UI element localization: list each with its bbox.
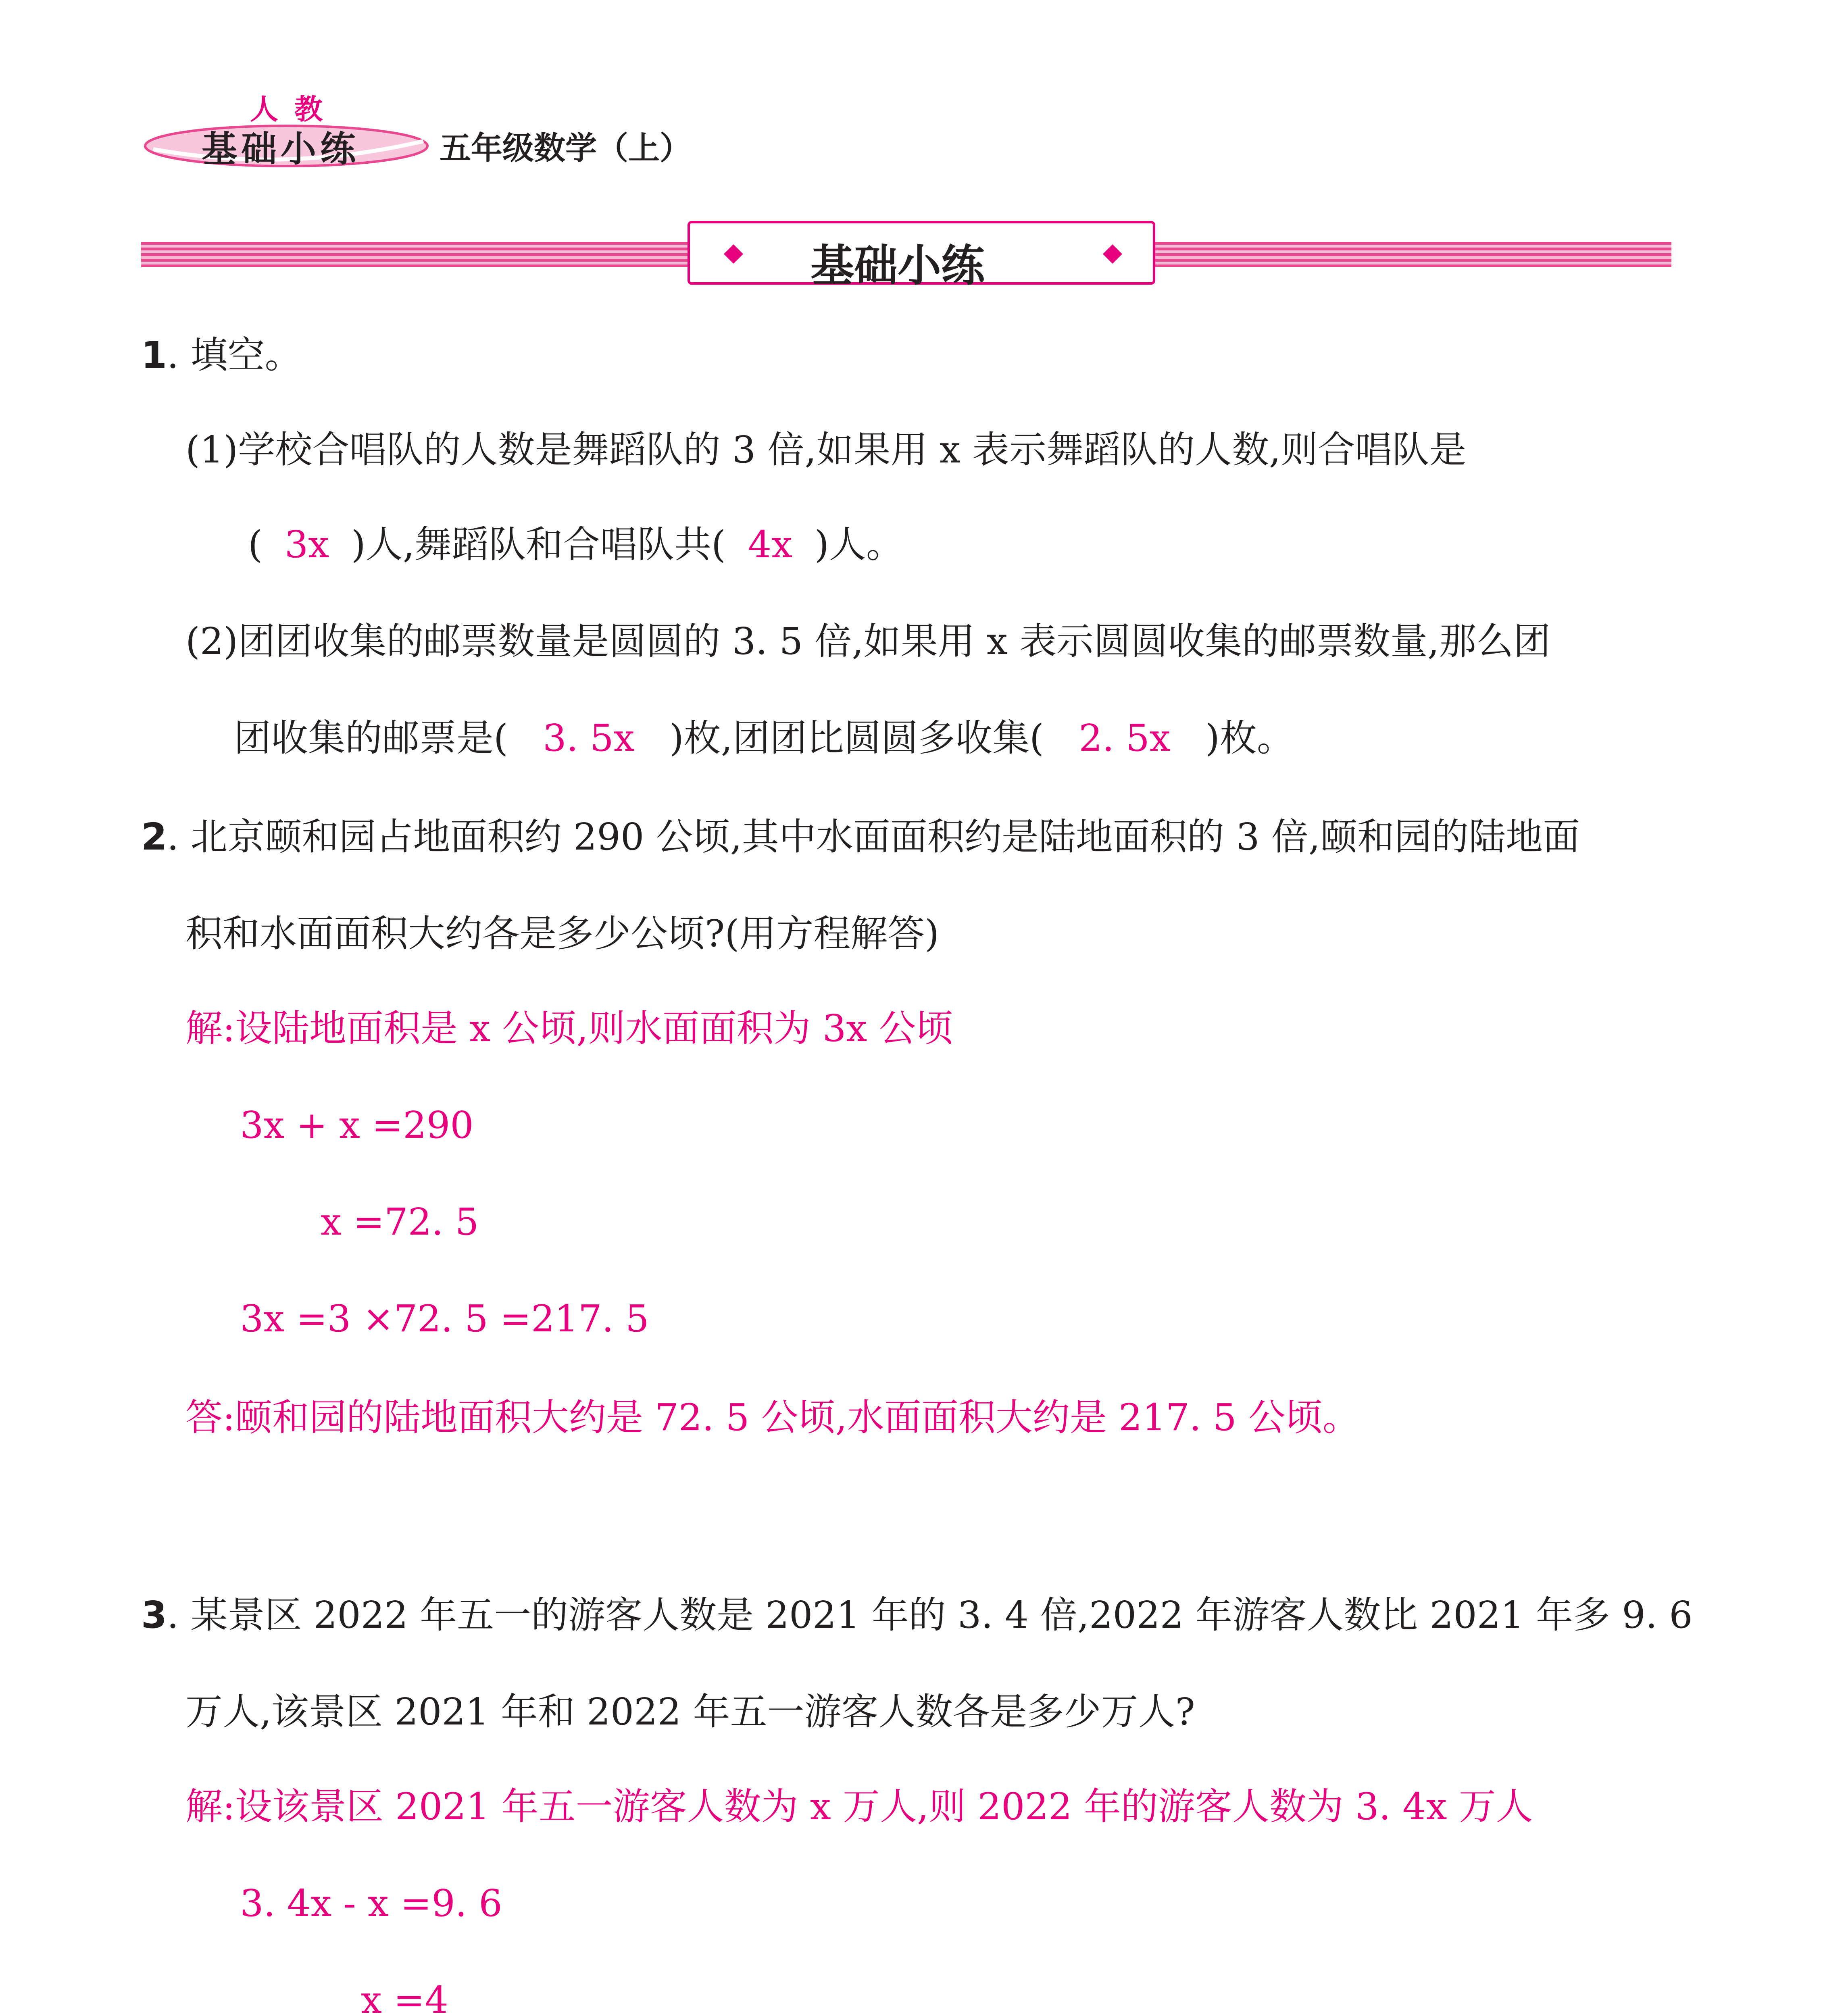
logo-publisher-text: 人教	[250, 93, 339, 126]
banner-stripe-right	[1153, 242, 1671, 267]
q2-heading-line1	[141, 815, 1580, 858]
q1-number: 1	[141, 333, 167, 377]
q3-number: 3	[141, 1593, 167, 1637]
q2-equation-2: x =72. 5	[321, 1200, 479, 1243]
q2-text-line2: 积和水面面积大约各是多少公顷?(用方程解答)	[185, 912, 940, 955]
q2-solution-intro: 解:设陆地面积是 x 公顷,则水面面积为 3x 公顷	[185, 1007, 953, 1050]
q1-part1-mid: )人,舞蹈队和合唱队共(	[351, 523, 726, 566]
q1-part1-open: (	[248, 523, 263, 566]
q1-part2-line2	[234, 716, 1294, 760]
q1-part2-close: )枚。	[1205, 716, 1294, 760]
q1-part1-answer1: 3x	[284, 523, 329, 566]
q1-part1-line1: (1)学校合唱队的人数是舞蹈队的 3 倍,如果用 x 表示舞蹈队的人数,则合唱队是	[185, 428, 1467, 471]
q1-heading	[141, 333, 302, 377]
q2-answer: 答:颐和园的陆地面积大约是 72. 5 公顷,水面面积大约是 217. 5 公顷。	[185, 1396, 1360, 1439]
q2-text-line1: . 北京颐和园占地面积约 290 公顷,其中水面面积约是陆地面积的 3 倍,颐和园的陆地面	[167, 815, 1580, 858]
q1-part1-close: )人。	[814, 523, 903, 566]
section-title: 基础小练	[810, 241, 985, 291]
q3-text-line1: . 某景区 2022 年五一的游客人数是 2021 年的 3. 4 倍,2022 年游客人数比 2021 年多 9. 6	[167, 1593, 1693, 1637]
q1-part1-answer2: 4x	[748, 523, 793, 566]
grade-label: 五年级数学（上）	[440, 130, 692, 167]
q2-equation-3: 3x =3 ×72. 5 =217. 5	[240, 1297, 649, 1340]
logo-series-title: 基础小练	[202, 128, 360, 170]
q2-equation-1: 3x + x =290	[240, 1104, 474, 1147]
q2-number: 2	[141, 815, 167, 858]
q1-part2-line1: (2)团团收集的邮票数量是圆圆的 3. 5 倍,如果用 x 表示圆圆收集的邮票数量,那么团	[185, 620, 1551, 663]
q3-equation-1: 3. 4x - x =9. 6	[240, 1882, 502, 1925]
q1-part2-answer2: 2. 5x	[1079, 716, 1171, 760]
q3-equation-2: x =4	[361, 1979, 448, 2016]
q1-part2-open: 团收集的邮票是(	[234, 716, 508, 760]
q3-solution-intro: 解:设该景区 2021 年五一游客人数为 x 万人,则 2022 年的游客人数为 3. 4x 万人	[185, 1785, 1533, 1828]
banner-stripe-left	[141, 242, 690, 267]
q1-title: . 填空。	[167, 333, 302, 377]
q3-text-line2: 万人,该景区 2021 年和 2022 年五一游客人数各是多少万人?	[185, 1690, 1195, 1733]
q1-part2-mid: )枚,团团比圆圆多收集(	[669, 716, 1044, 760]
q1-part2-answer1: 3. 5x	[543, 716, 635, 760]
q1-part1-line2	[248, 523, 903, 566]
q3-heading-line1	[141, 1593, 1693, 1637]
